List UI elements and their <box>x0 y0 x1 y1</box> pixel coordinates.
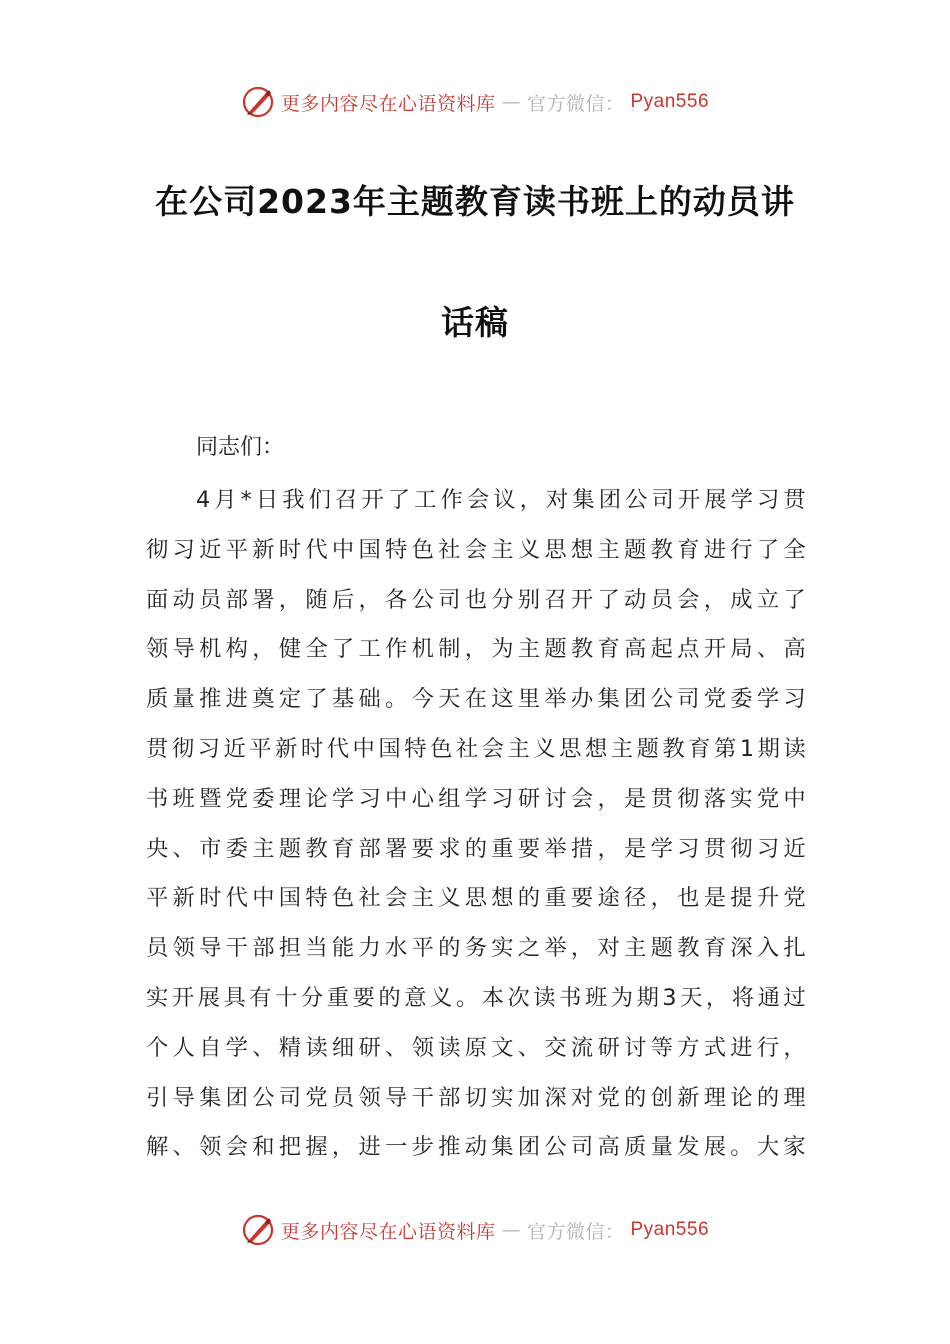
watermark-contact-label: 官方微信： <box>526 92 625 115</box>
body-line: 实开展具有十分重要的意义。本次读书班为期3天，将通过 <box>146 984 806 1011</box>
quill-logo-icon <box>241 1213 275 1247</box>
watermark-contact-id: Pyan556 <box>630 1219 710 1240</box>
watermark-brand: 更多内容尽在心语资料库 <box>280 92 496 115</box>
body-line: 领导机构，健全了工作机制，为主题教育高起点开局、高 <box>146 636 806 663</box>
body-line: 央、市委主题教育部署要求的重要举措，是学习贯彻习近 <box>146 835 806 862</box>
body-line: 质量推进奠定了基础。今天在这里举办集团公司党委学习 <box>146 686 806 713</box>
body-line: 面动员部署，随后，各公司也分别召开了动员会，成立了 <box>146 586 806 613</box>
header-watermark <box>0 84 950 120</box>
salutation: 同志们： <box>196 435 285 460</box>
body-line: 贯彻习近平新时代中国特色社会主义思想主题教育第1期读 <box>146 735 806 762</box>
watermark-brand: 更多内容尽在心语资料库 <box>280 1220 496 1243</box>
footer-watermark <box>0 1212 950 1248</box>
document-title-line-1: 在公司2023年主题教育读书班上的动员讲 <box>155 182 795 221</box>
body-line: 引导集团公司党员领导干部切实加深对党的创新理论的理 <box>146 1084 806 1111</box>
body-line: 解、领会和把握，进一步推动集团公司高质量发展。大家 <box>146 1134 806 1161</box>
body-line: 书班暨党委理论学习中心组学习研讨会，是贯彻落实党中 <box>146 785 806 812</box>
body-line: 彻习近平新时代中国特色社会主义思想主题教育进行了全 <box>146 536 806 563</box>
watermark-contact-label: 官方微信： <box>526 1220 625 1243</box>
body-line: 平新时代中国特色社会主义思想的重要途径，也是提升党 <box>146 885 806 912</box>
watermark-contact-id: Pyan556 <box>630 91 710 112</box>
document-title-line-2: 话稿 <box>441 303 509 342</box>
body-line: 个人自学、精读细研、领读原文、交流研讨等方式进行， <box>146 1034 806 1061</box>
body-paragraph <box>146 476 806 1173</box>
watermark-dash: — <box>501 91 521 113</box>
body-line: 4月*日我们召开了工作会议，对集团公司开展学习贯 <box>196 487 806 513</box>
watermark-dash: — <box>501 1219 521 1241</box>
quill-logo-icon <box>241 85 275 119</box>
body-line: 员领导干部担当能力水平的务实之举，对主题教育深入扎 <box>146 935 806 962</box>
